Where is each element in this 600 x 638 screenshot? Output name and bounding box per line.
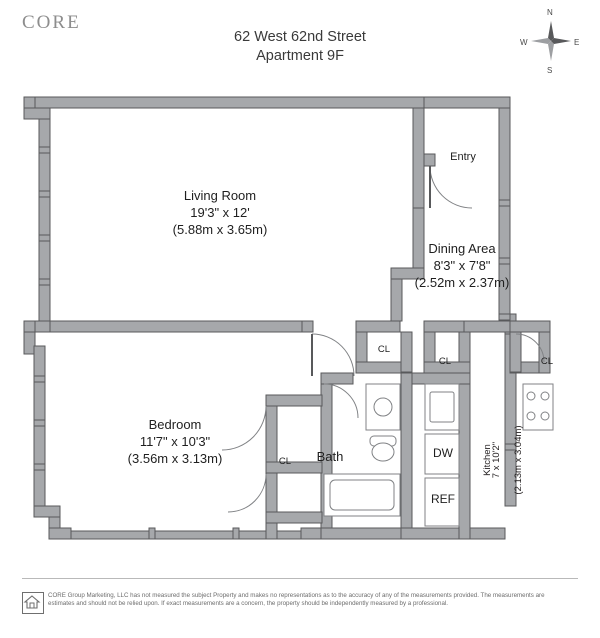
floor-plan-drawing	[0, 84, 600, 564]
disclaimer-text: CORE Group Marketing, LLC has not measured the subject Property and makes no representations as to the accuracy of any of the measurements provided. The measurements are estimates and should not be relied upon. If exact measurements are a concern, the property should be independently measured by a professional.	[48, 592, 545, 608]
dishwasher-label: DW	[433, 446, 453, 460]
living-room-dim-imperial: 19'3" x 12'	[190, 205, 250, 220]
floor-plan	[0, 84, 600, 564]
bath-label: Bath	[316, 449, 344, 464]
closet-label-3: CL	[540, 356, 554, 367]
property-address: 62 West 62nd Street	[234, 29, 366, 45]
closet-label-1: CL	[377, 344, 391, 355]
compass-south-label: S	[547, 66, 553, 75]
living-room-name: Living Room	[183, 188, 257, 203]
footer	[0, 578, 600, 638]
compass-west-label: W	[520, 38, 528, 47]
room-label-dining-area	[367, 240, 557, 291]
compass-east-label: E	[574, 38, 580, 47]
compass-rose	[516, 8, 586, 78]
page-title	[0, 28, 600, 66]
room-label-bedroom	[80, 416, 270, 467]
kitchen-label-group	[463, 404, 524, 524]
kitchen-name: Kitchen	[482, 444, 493, 476]
core-logo: CORE	[22, 12, 81, 33]
footer-divider	[22, 578, 578, 579]
apartment-number: Apartment 9F	[256, 48, 344, 64]
living-room-dim-metric: (5.88m x 3.65m)	[172, 222, 268, 237]
closet-label-4: CL	[278, 456, 292, 467]
dining-area-name: Dining Area	[428, 241, 496, 256]
bedroom-name: Bedroom	[148, 417, 202, 432]
kitchen-dim-metric: (2.13m x 3.04m)	[513, 425, 524, 495]
bedroom-dim-imperial: 11'7" x 10'3"	[139, 434, 211, 449]
kitchen-dim-imperial: 7 x 10'2"	[491, 441, 502, 479]
bedroom-dim-metric: (3.56m x 3.13m)	[127, 451, 223, 466]
closet-label-2: CL	[438, 356, 452, 367]
equal-housing-opportunity-icon	[22, 592, 44, 614]
compass-rose-icon	[529, 19, 573, 63]
entry-label: Entry	[450, 151, 476, 163]
dining-area-dim-imperial: 8'3" x 7'8"	[433, 258, 491, 273]
dining-area-dim-metric: (2.52m x 2.37m)	[414, 275, 510, 290]
refrigerator-label: REF	[431, 492, 455, 506]
compass-north-label: N	[547, 8, 553, 17]
room-label-living-room	[125, 187, 315, 238]
